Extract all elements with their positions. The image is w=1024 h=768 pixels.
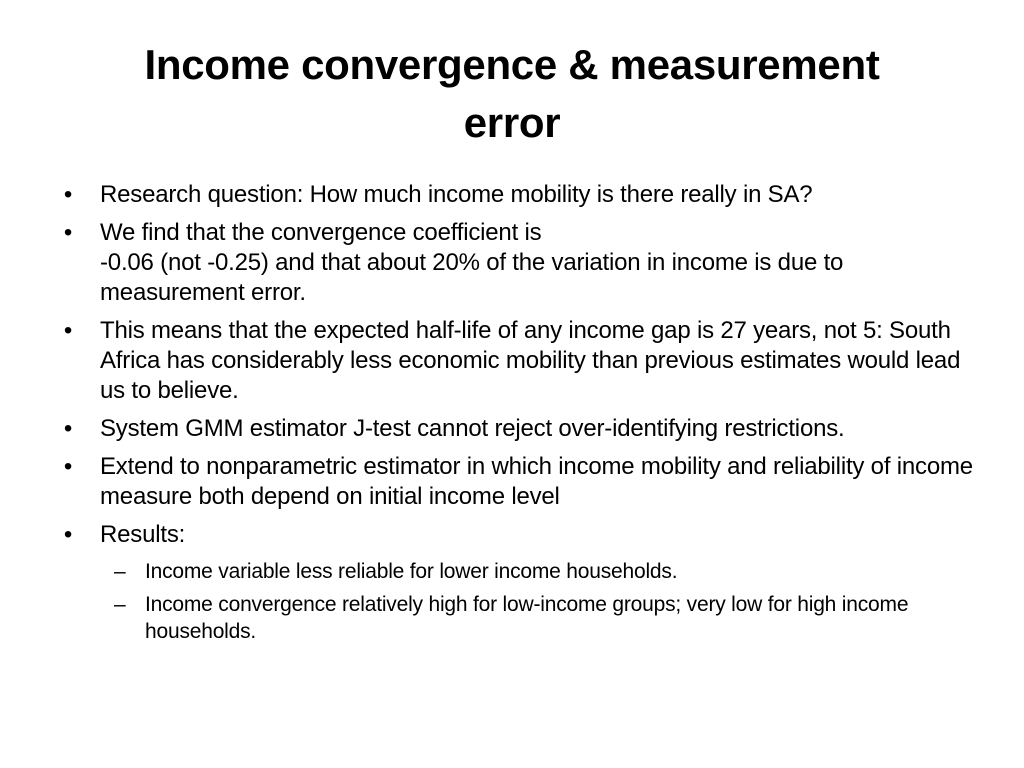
bullet-item: [58, 316, 978, 406]
bullet-text: System GMM estimator J-test cannot reject over-identifying restrictions.: [100, 415, 845, 442]
bullet-item-results: [58, 520, 978, 550]
sub-bullet-item: [100, 558, 978, 585]
bullet-marker: •: [63, 521, 73, 548]
sub-bullet-text: Income variable less reliable for lower income households.: [145, 560, 678, 583]
sub-bullet-marker: –: [114, 593, 126, 616]
bullet-text-line-1: We find that the convergence coefficient is: [100, 219, 542, 246]
bullet-item: [58, 452, 978, 512]
title-line-2: error: [463, 99, 561, 146]
bullet-text-rest: -0.06 (not -0.25) and that about 20% of the variation in income is due to measurement error.: [100, 249, 844, 306]
bullet-marker: •: [63, 317, 73, 344]
sub-bullet-item: [100, 591, 978, 645]
bullet-marker: •: [63, 415, 73, 442]
bullet-item: [58, 218, 978, 308]
bullet-marker: •: [63, 219, 73, 246]
results-sub-list: [58, 558, 978, 645]
bullet-text: Research question: How much income mobility is there really in SA?: [100, 181, 813, 208]
bullet-text: This means that the expected half-life of any income gap is 27 years, not 5: South Africa has considerably less economic mobility than previous estimates would lead us to believe.: [100, 317, 961, 404]
title-line-1: Income convergence & measurement: [144, 41, 880, 88]
bullet-list: [58, 180, 978, 651]
bullet-marker: •: [63, 181, 73, 208]
bullet-text: Extend to nonparametric estimator in which income mobility and reliability of income measure both depend on initial income level: [100, 453, 973, 510]
bullet-marker: •: [63, 453, 73, 480]
bullet-item: [58, 180, 978, 210]
bullet-item: [58, 414, 978, 444]
sub-bullet-text: Income convergence relatively high for low-income groups; very low for high income households.: [145, 593, 909, 643]
slide-title: [50, 36, 974, 152]
bullet-text: Results:: [100, 521, 186, 548]
sub-bullet-marker: –: [114, 560, 126, 583]
